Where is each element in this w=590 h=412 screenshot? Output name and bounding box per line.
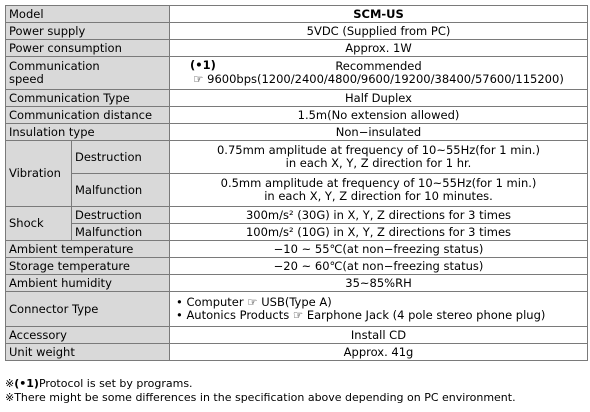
- vibration-malfunction-line1: 0.5mm amplitude at frequency of 10~55Hz(for 1 min.): [220, 176, 537, 190]
- model-value: SCM-US: [170, 6, 588, 23]
- table-row: [6, 207, 588, 224]
- vibration-destruction-value: [170, 141, 588, 174]
- table-row: [6, 224, 588, 241]
- table-row: [6, 6, 588, 23]
- power-supply-label: Power supply: [6, 23, 170, 40]
- comm-type-value: Half Duplex: [170, 90, 588, 107]
- comm-type-label: Communication Type: [6, 90, 170, 107]
- comm-speed-rates: ☞ 9600bps(1200/2400/4800/9600/19200/38400/57600/115200): [193, 72, 564, 86]
- vibration-label: Vibration: [6, 141, 72, 207]
- table-row: [6, 327, 588, 344]
- table-row: [6, 40, 588, 57]
- vibration-destruction-line1: 0.75mm amplitude at frequency of 10~55Hz(for 1 min.): [216, 143, 541, 157]
- footnotes: [5, 377, 516, 405]
- specification-table: [5, 5, 588, 361]
- ambient-temp-label: Ambient temperature: [6, 241, 170, 258]
- table-row: [6, 292, 588, 327]
- table-row: [6, 241, 588, 258]
- insulation-value: Non−insulated: [170, 124, 588, 141]
- accessory-label: Accessory: [6, 327, 170, 344]
- unit-weight-value: Approx. 41g: [170, 344, 588, 361]
- unit-weight-label: Unit weight: [6, 344, 170, 361]
- vibration-malfunction-value: [170, 174, 588, 207]
- table-row: [6, 275, 588, 292]
- shock-malfunction-label: Malfunction: [72, 224, 170, 241]
- insulation-label: Insulation type: [6, 124, 170, 141]
- connector-autonics: • Autonics Products ☞ Earphone Jack (4 pole stereo phone plug): [176, 308, 546, 322]
- power-supply-value: 5VDC (Supplied from PC): [170, 23, 588, 40]
- vibration-destruction-line2: in each X, Y, Z direction for 1 hr.: [285, 156, 472, 170]
- comm-distance-label: Communication distance: [6, 107, 170, 124]
- shock-label: Shock: [6, 207, 72, 241]
- accessory-value: Install CD: [170, 327, 588, 344]
- footnote-protocol-text: Protocol is set by programs.: [38, 377, 193, 390]
- comm-speed-recommended: Recommended: [335, 59, 422, 73]
- footnote-protocol: [5, 377, 516, 391]
- vibration-malfunction-line2: in each X, Y, Z direction for 10 minutes.: [264, 189, 493, 203]
- table-row: [6, 57, 588, 90]
- connector-label: Connector Type: [6, 292, 170, 327]
- shock-malfunction-value: 100m/s² (10G) in X, Y, Z directions for 3 times: [170, 224, 588, 241]
- footnote-ref: (•1): [14, 377, 39, 390]
- table-row: [6, 23, 588, 40]
- table-row: [6, 174, 588, 207]
- table-row: [6, 258, 588, 275]
- table-row: [6, 344, 588, 361]
- power-consumption-value: Approx. 1W: [170, 40, 588, 57]
- ambient-temp-value: −10 ~ 55℃(at non−freezing status): [170, 241, 588, 258]
- storage-temp-label: Storage temperature: [6, 258, 170, 275]
- connector-value: [170, 292, 588, 327]
- comm-speed-ref: (•1): [190, 58, 216, 72]
- table-row: [6, 141, 588, 174]
- humidity-value: 35~85%RH: [170, 275, 588, 292]
- storage-temp-value: −20 ~ 60℃(at non−freezing status): [170, 258, 588, 275]
- comm-speed-value: [170, 57, 588, 90]
- comm-speed-label-line2: speed: [9, 72, 44, 86]
- humidity-label: Ambient humidity: [6, 275, 170, 292]
- comm-speed-label: [6, 57, 170, 90]
- vibration-malfunction-label: Malfunction: [72, 174, 170, 207]
- footnote-pc-environment: ※There might be some differences in the specification above depending on PC environment.: [5, 391, 516, 404]
- comm-distance-value: 1.5m(No extension allowed): [170, 107, 588, 124]
- connector-computer: • Computer ☞ USB(Type A): [176, 295, 332, 309]
- table-row: [6, 124, 588, 141]
- vibration-destruction-label: Destruction: [72, 141, 170, 174]
- table-row: [6, 90, 588, 107]
- table-row: [6, 107, 588, 124]
- model-label: Model: [6, 6, 170, 23]
- footnote-mark: ※: [5, 377, 15, 390]
- comm-speed-label-line1: Communication: [9, 59, 100, 73]
- shock-destruction-label: Destruction: [72, 207, 170, 224]
- power-consumption-label: Power consumption: [6, 40, 170, 57]
- shock-destruction-value: 300m/s² (30G) in X, Y, Z directions for 3 times: [170, 207, 588, 224]
